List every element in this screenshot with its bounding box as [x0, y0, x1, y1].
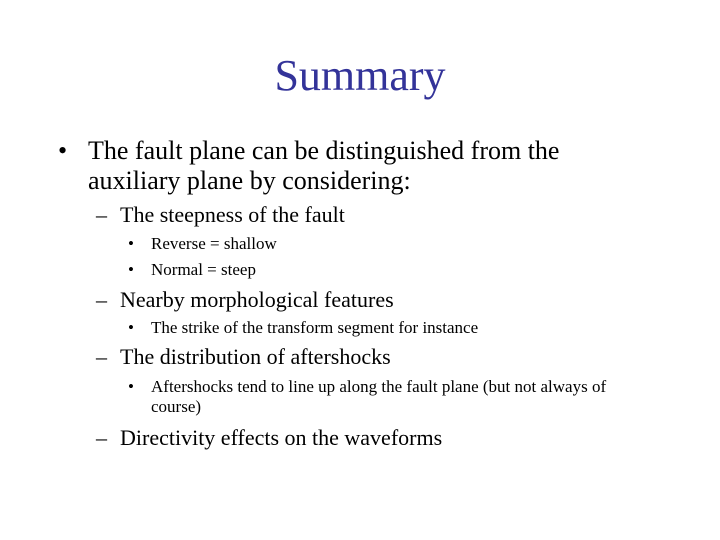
criterion-directivity: [96, 425, 656, 451]
bullet-marker: •: [128, 377, 134, 396]
criterion-aftershocks: [96, 344, 656, 370]
detail-item: [128, 234, 608, 254]
criterion-label: The steepness of the fault: [120, 202, 345, 227]
bullet-marker: •: [128, 318, 134, 337]
dash-marker: –: [96, 202, 107, 227]
criterion-label: Nearby morphological features: [120, 287, 394, 312]
main-point: [58, 136, 658, 196]
detail-text: Normal = steep: [151, 260, 256, 279]
bullet-marker: •: [128, 260, 134, 279]
detail-item: [128, 377, 608, 417]
bullet-marker: •: [58, 136, 68, 165]
main-point-text: The fault plane can be distinguished from the auxiliary plane by considering:: [88, 136, 560, 195]
criterion-morphology: [96, 287, 656, 313]
criterion-label: The distribution of aftershocks: [120, 344, 391, 369]
dash-marker: –: [96, 287, 107, 312]
slide-title: Summary: [274, 51, 446, 100]
criterion-label: Directivity effects on the waveforms: [120, 425, 443, 450]
dash-marker: –: [96, 425, 107, 450]
bullet-marker: •: [128, 234, 134, 253]
detail-text: The strike of the transform segment for instance: [151, 318, 479, 337]
detail-text: Aftershocks tend to line up along the fault plane (but not always of course): [151, 377, 607, 416]
criterion-steepness: [96, 202, 656, 228]
dash-marker: –: [96, 344, 107, 369]
detail-text: Reverse = shallow: [151, 234, 277, 253]
detail-item: [128, 318, 608, 338]
detail-item: [128, 260, 608, 280]
